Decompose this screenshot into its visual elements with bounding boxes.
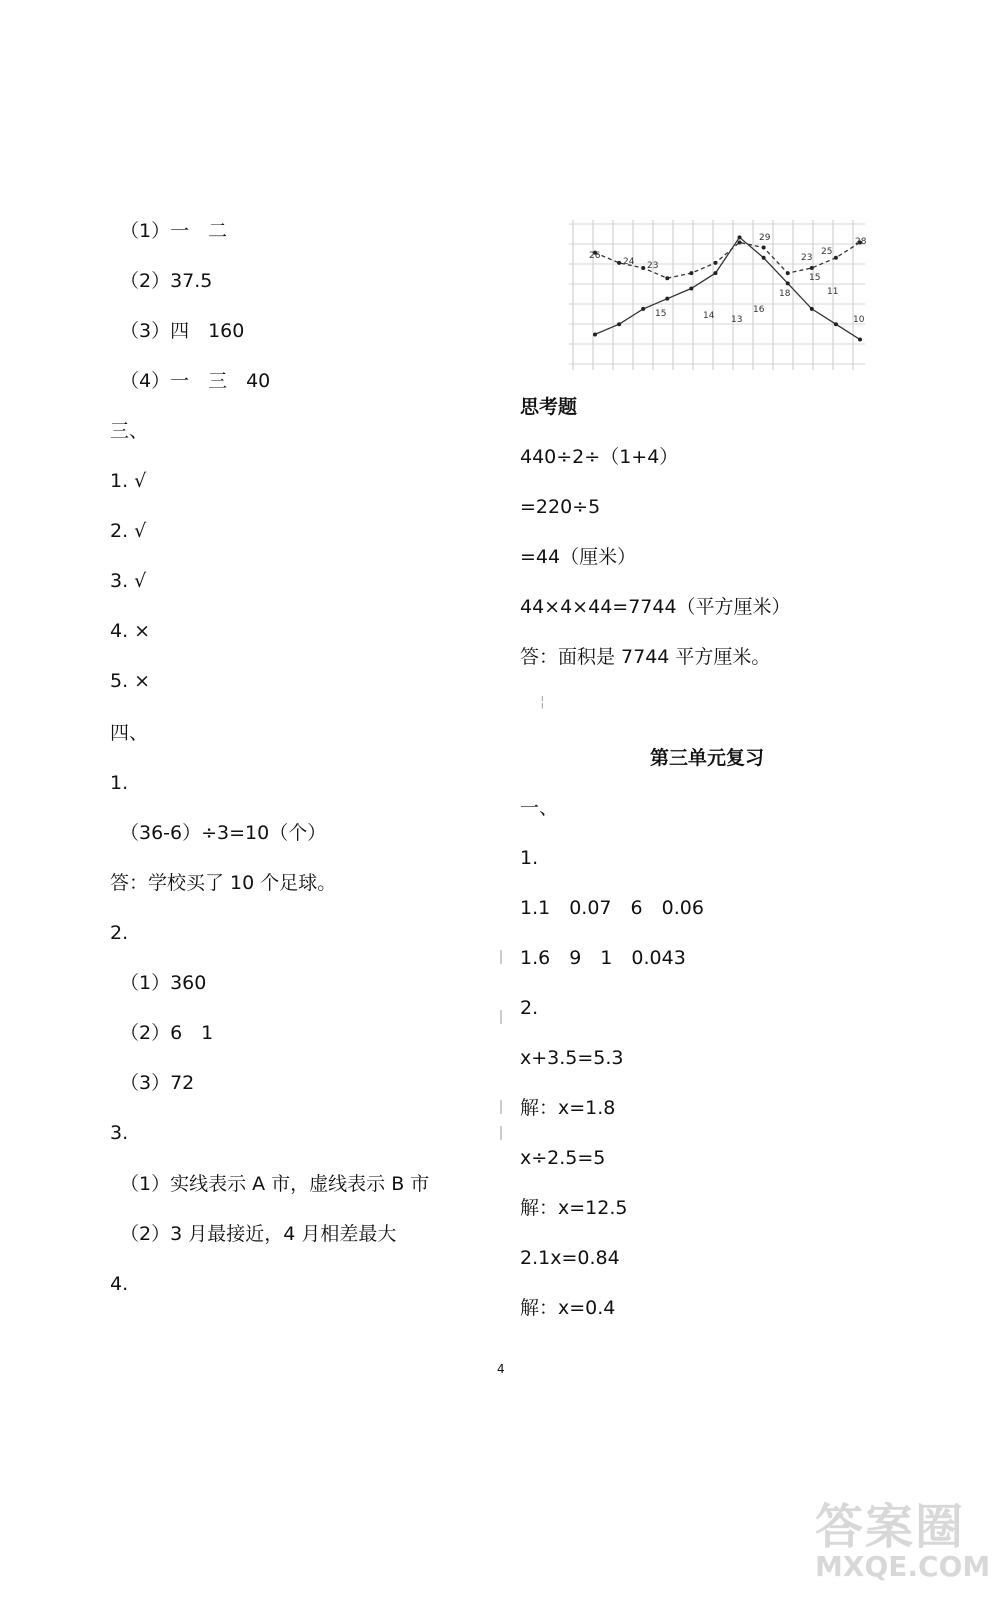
data-point (593, 332, 597, 336)
answer-line: 答：学校买了 10 个足球。 (110, 872, 337, 894)
equation-line: 解：x=1.8 (520, 1097, 616, 1119)
point-label: 15 (655, 309, 667, 319)
data-point (858, 338, 862, 342)
margin-mark (500, 1010, 502, 1024)
answer-line: 1.1 0.07 6 0.06 (520, 897, 704, 919)
data-point (641, 307, 645, 311)
data-point (713, 261, 717, 265)
answer-line: 3. √ (110, 570, 147, 592)
data-point (713, 271, 717, 275)
answer-line: 5. × (110, 670, 151, 692)
point-label: 25 (821, 247, 833, 257)
point-label: 13 (731, 315, 743, 325)
data-point (641, 266, 645, 270)
section-heading: 四、 (110, 722, 149, 744)
point-label: 10 (853, 315, 865, 325)
answer-line: （1）一 二 (120, 220, 228, 242)
equation-line: x+3.5=5.3 (520, 1047, 624, 1069)
point-label: 26 (589, 251, 601, 261)
data-point (786, 281, 790, 285)
margin-mark (500, 1126, 502, 1140)
watermark-url: MXQE.COM (815, 1550, 991, 1583)
scan-artifact: ¦ (540, 694, 545, 710)
data-point (810, 307, 814, 311)
solution-line: 44×4×44=7744（平方厘米） (520, 596, 791, 618)
data-point (762, 256, 766, 260)
point-label: 24 (623, 257, 635, 267)
answer-line: 3. (110, 1122, 129, 1144)
point-label: 23 (647, 261, 659, 271)
answer-line: （3）72 (120, 1072, 195, 1094)
solution-line: 440÷2÷（1+4） (520, 446, 679, 468)
answer-line: （2）37.5 (120, 270, 213, 292)
answer-line: 4. (110, 1273, 129, 1295)
answer-line: （2）3 月最接近，4 月相差最大 (120, 1223, 397, 1245)
answer-line: （36-6）÷3=10（个） (120, 822, 327, 844)
answer-line: 4. × (110, 620, 151, 642)
watermark (815, 1488, 991, 1588)
data-point (810, 266, 814, 270)
point-label: 16 (753, 305, 765, 315)
answer-line: 2. (110, 922, 129, 944)
data-point (665, 276, 669, 280)
data-point (762, 246, 766, 250)
data-point (834, 256, 838, 260)
equation-line: 解：x=0.4 (520, 1297, 616, 1319)
point-label: 23 (801, 253, 813, 263)
data-point (617, 322, 621, 326)
data-point (617, 261, 621, 265)
point-label: 15 (809, 273, 821, 283)
answer-line: 2. (520, 997, 539, 1019)
equation-line: 2.1x=0.84 (520, 1247, 620, 1269)
answer-line: （4）一 三 40 (120, 370, 271, 392)
thinking-title: 思考题 (520, 396, 578, 418)
answer-line: 1. (520, 847, 539, 869)
section-heading: 三、 (110, 420, 149, 442)
data-point (834, 322, 838, 326)
solution-line: 答：面积是 7744 平方厘米。 (520, 646, 771, 668)
answer-line: （1）360 (120, 972, 207, 994)
equation-line: 解：x=12.5 (520, 1197, 628, 1219)
section-heading: 一、 (520, 797, 559, 819)
data-point (786, 271, 790, 275)
line-chart (565, 210, 870, 375)
answer-line: 1. √ (110, 470, 147, 492)
page-number: 4 (497, 1362, 505, 1376)
point-label: 28 (855, 237, 867, 247)
unit-title: 第三单元复习 (650, 747, 765, 769)
solution-line: =44（厘米） (520, 546, 637, 568)
point-label: 11 (827, 287, 839, 297)
data-point (689, 271, 693, 275)
equation-line: x÷2.5=5 (520, 1147, 606, 1169)
point-label: 29 (759, 233, 771, 243)
point-label: 18 (779, 289, 791, 299)
answer-line: （1）实线表示 A 市，虚线表示 B 市 (120, 1173, 430, 1195)
data-point (738, 235, 742, 239)
margin-mark (500, 1100, 502, 1114)
margin-mark (500, 950, 502, 964)
answer-line: 1.6 9 1 0.043 (520, 947, 686, 969)
answer-line: （2）6 1 (120, 1022, 214, 1044)
answer-line: 2. √ (110, 520, 147, 542)
answer-line: （3）四 160 (120, 320, 245, 342)
data-point (665, 297, 669, 301)
answer-line: 1. (110, 772, 129, 794)
solution-line: =220÷5 (520, 496, 601, 518)
point-label: 14 (703, 311, 715, 321)
data-point (689, 286, 693, 290)
watermark-logo: 答案圈 (815, 1499, 966, 1555)
data-point (738, 240, 742, 244)
